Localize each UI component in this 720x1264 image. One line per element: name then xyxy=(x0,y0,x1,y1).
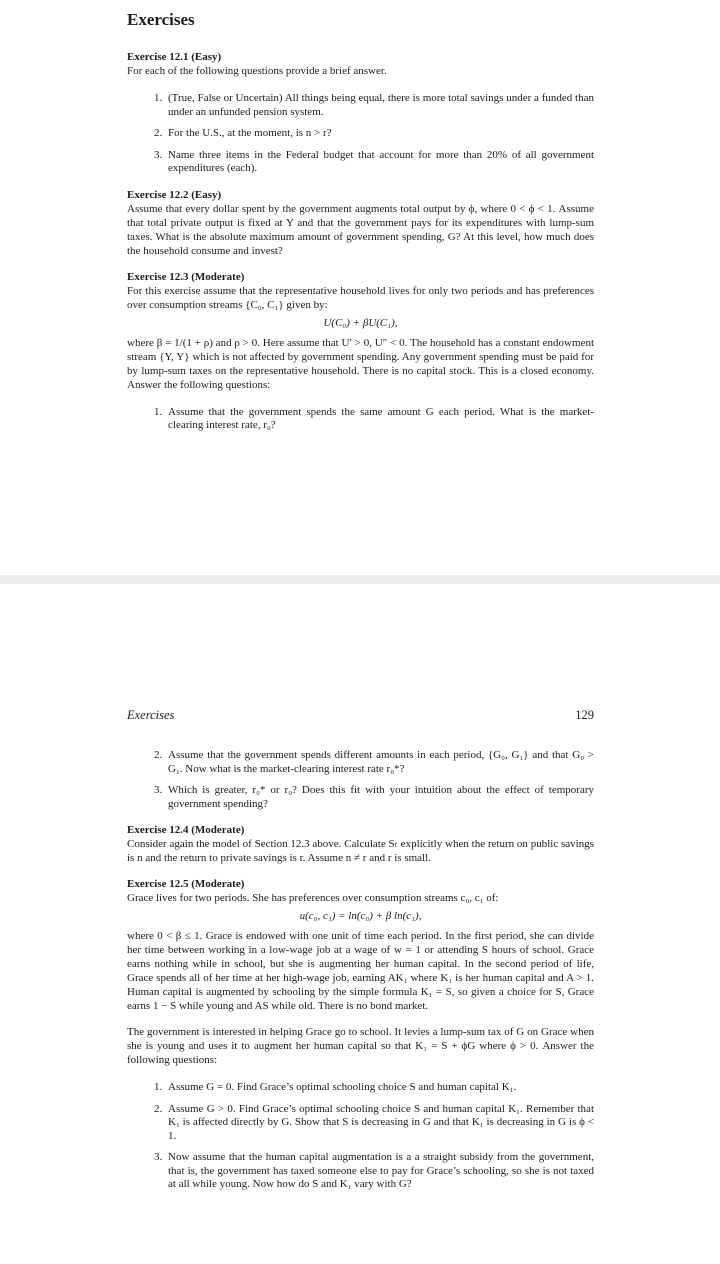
list-item: 1. Assume G = 0. Find Grace’s optimal schooling choice S and human capital K₁. xyxy=(154,1081,517,1093)
question-list xyxy=(127,1081,594,1192)
exercise-text: For this exercise assume that the representative household lives for only two periods and has preferences over consumption streams {C₀, C₁} given by: xyxy=(127,284,594,311)
page-number: 129 xyxy=(575,708,594,722)
exercise-text: Assume that every dollar spent by the government augments total output by ϕ, where 0 < ϕ < 1. Assume that total private output is fixed at Y and that the government pays for its expenditures with lump-sum taxes. What is the absolute maximum amount of government spending, G? At this level, how much does the household consume and invest? xyxy=(127,202,594,257)
exercise-text: Consider again the model of Section 12.3 above. Calculate Sₜ explicitly when the return on public savings is n and the return to private savings is r. Assume n ≠ r and r is small. xyxy=(127,838,594,864)
list-item: 1. (True, False or Uncertain) All things being equal, there is more total savings under a funded than under an unfunded pension system. xyxy=(154,92,594,118)
page-separator xyxy=(0,575,720,584)
chapter-title: Exercises xyxy=(127,10,195,29)
list-item: 3. Which is greater, r₀* or r₀? Does this fit with your intuition about the effect of temporary government spending? xyxy=(154,784,594,810)
equation: U(C₀) + βU(C₁), xyxy=(323,316,398,329)
exercise-title: Exercise 12.3 (Moderate) xyxy=(127,270,245,283)
exercise-12-5 xyxy=(127,877,594,1192)
list-item: 1. Assume that the government spends the same amount G each period. What is the market-clearing interest rate, r₀? xyxy=(154,405,594,431)
exercise-title: Exercise 12.2 (Easy) xyxy=(127,188,222,201)
list-item: 3. Name three items in the Federal budget that account for more than 20% of all government expenditures (each). xyxy=(154,148,594,174)
list-item: 3. Now assume that the human capital augmentation is a a straight subsidy from the government, that is, the government has taxed someone else to pay for Grace’s schooling, so she is not taxed at all while young. Now how do S and K₁ vary with G? xyxy=(154,1151,594,1190)
running-header xyxy=(127,708,594,723)
exercise-title: Exercise 12.1 (Easy) xyxy=(127,51,222,63)
exercise-text: Grace lives for two periods. She has preferences over consumption streams c₀, c₁ of: xyxy=(127,892,499,904)
question-list xyxy=(127,92,594,176)
exercise-text: where 0 < β ≤ 1. Grace is endowed with one unit of time each period. In the first period, she can divide her time between working in a low-wage job at a wage of w = 1 or attending S hours of school. Grace earns nothing while in school, but she is augmenting her human capital. In the second period of life, Grace spends all of her time at her high-wage job, earning AK₁ where K₁ is her human capital and A > 1. Human capital is augmented by schooling by the simple formula K₁ = S, so given a choice for S, Grace earns 1 − S while young and AS while old. There is no bond market. xyxy=(127,930,594,1012)
exercise-title: Exercise 12.5 (Moderate) xyxy=(127,878,245,890)
exercise-12-3 xyxy=(127,270,594,433)
list-item: 2. Assume G > 0. Find Grace’s optimal schooling choice S and human capital K₁. Remember that K₁ is affected directly by G. Show that S is decreasing in G and that K₁ is decreasing in G is ϕ < 1. xyxy=(154,1102,594,1142)
exercise-intro: For each of the following questions provide a brief answer. xyxy=(127,65,387,77)
page-top xyxy=(0,0,720,575)
page-bottom xyxy=(0,584,720,1264)
exercise-text: where β = 1/(1 + ρ) and ρ > 0. Here assume that U′ > 0, U″ < 0. The household has a constant endowment stream {Y, Y} which is not affected by government spending. Any government spending must be paid for by lump-sum taxes on the representative household. There is no capital stock. This is a closed economy. Answer the following questions: xyxy=(127,336,594,391)
exercise-text: The government is interested in helping Grace go to school. It levies a lump-sum tax of G on Grace when she is young and uses it to augment her human capital so that K₁ = S + ϕG where ϕ > 0. Answer the following questions: xyxy=(127,1026,594,1066)
question-list xyxy=(127,406,594,433)
exercise-title: Exercise 12.4 (Moderate) xyxy=(127,824,245,836)
exercise-12-1 xyxy=(127,50,594,176)
exercise-12-2 xyxy=(127,188,594,258)
list-item: 2. Assume that the government spends different amounts in each period, {G₀, G₁} and that G₀ > G₁. Now what is the market-clearing interest rate r₀*? xyxy=(154,749,594,775)
question-list xyxy=(127,749,594,811)
exercise-12-4 xyxy=(127,823,594,865)
equation: u(c₀, c₁) = ln(c₀) + β ln(c₁), xyxy=(299,910,422,922)
list-item: 2. For the U.S., at the moment, is n > r? xyxy=(154,127,332,139)
running-head-title: Exercises xyxy=(127,708,175,722)
